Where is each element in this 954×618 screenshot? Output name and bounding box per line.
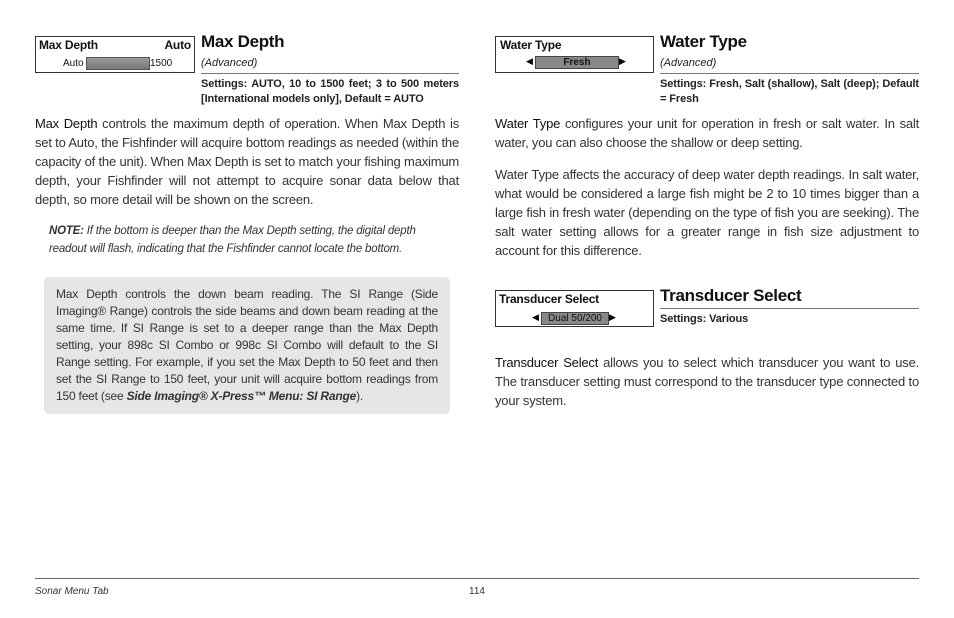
water-type-left-arrow-icon[interactable]: ◀	[526, 56, 533, 66]
water-type-paragraph-1	[495, 114, 919, 152]
water-type-widget-value: Fresh	[563, 57, 591, 68]
footer-section-name: Sonar Menu Tab	[35, 586, 109, 597]
footer-page-number: 114	[469, 586, 485, 597]
max-depth-rule	[201, 73, 459, 74]
max-depth-term: Max Depth	[35, 116, 98, 131]
water-type-subtitle: (Advanced)	[660, 57, 717, 69]
transducer-select-settings: Settings: Various	[660, 313, 749, 325]
max-depth-title: Max Depth	[201, 32, 285, 51]
water-type-paragraph-2: Water Type affects the accuracy of deep water depth readings. In salt water, what would be considered a large fish might be 2 to 10 times bigger than a large fish in fresh water (depending on the type of fish you are seeking). The salt water setting allows for a greater range in fish size adjustment to account for this difference.	[495, 167, 919, 258]
water-type-term: Water Type	[495, 116, 561, 131]
si-range-info-text-1: Max Depth controls the down beam reading. The SI Range (Side Imaging® Range) controls the side beams and down beam reading at the same time. If SI Range is set to a deeper range than the Max Depth setting, your 898c SI Combo or 998c SI Combo will default to the SI Range setting. For example, if you set the Max Depth to 50 feet and then set the SI Range to 150 feet, your unit will acquire bottom readings from 150 feet (see	[56, 287, 438, 403]
max-depth-paragraph	[35, 114, 459, 209]
max-depth-note	[49, 222, 449, 258]
transducer-select-paragraph-text: allows you to select which transducer you want to use. The transducer setting must correspond to the transducer type connected to your system.	[495, 355, 920, 408]
water-type-settings: Settings: Fresh, Salt (shallow), Salt (deep); Default = Fresh	[660, 78, 919, 105]
transducer-select-term: Transducer Select	[495, 355, 599, 370]
transducer-select-title: Transducer Select	[660, 286, 802, 305]
max-depth-subtitle: (Advanced)	[201, 57, 258, 69]
max-depth-bar-left-label: Auto	[63, 58, 84, 69]
transducer-select-menu-widget[interactable]	[495, 290, 654, 327]
transducer-select-widget-value: Dual 50/200	[548, 313, 602, 324]
water-type-menu-widget[interactable]	[495, 36, 654, 73]
si-range-info-text	[56, 286, 438, 405]
water-type-rule	[660, 73, 919, 74]
max-depth-settings: Settings: AUTO, 10 to 1500 feet; 3 to 500 meters [International models only], Default = AUTO	[201, 78, 459, 105]
transducer-right-arrow-icon[interactable]: ▶	[609, 312, 616, 322]
max-depth-bar-right-label: 1500	[150, 58, 173, 69]
si-range-reference-link[interactable]: Side Imaging® X-Press™ Menu: SI Range	[126, 389, 357, 403]
max-depth-widget-title: Max Depth	[39, 38, 98, 52]
water-type-widget-title: Water Type	[500, 38, 562, 52]
water-type-value-box[interactable]	[535, 56, 619, 69]
note-label: NOTE:	[49, 225, 84, 237]
si-range-info-text-2: ).	[356, 389, 364, 403]
transducer-value-box[interactable]	[541, 312, 609, 325]
max-depth-widget-value: Auto	[164, 38, 191, 52]
transducer-select-rule	[660, 308, 919, 309]
transducer-select-paragraph	[495, 353, 919, 410]
transducer-left-arrow-icon[interactable]: ◀	[532, 312, 539, 322]
footer-rule	[35, 578, 919, 579]
water-type-paragraph-1-text: configures your unit for operation in fresh or salt water. In salt water, you can also choose the shallow or deep setting.	[495, 116, 920, 150]
max-depth-paragraph-text: controls the maximum depth of operation. When Max Depth is set to Auto, the Fishfinder will acquire bottom readings as needed (within the capacity of the unit). When Max Depth is set to match your fishing maximum depth, your Fishfinder will not attempt to acquire sonar data below that depth, so more detail will be shown on the screen.	[35, 116, 459, 207]
water-type-right-arrow-icon[interactable]: ▶	[619, 56, 626, 66]
note-text: If the bottom is deeper than the Max Depth setting, the digital depth readout will flash, indicating that the Fishfinder cannot locate the bottom.	[49, 225, 416, 255]
transducer-select-widget-title: Transducer Select	[499, 292, 599, 306]
max-depth-menu-widget[interactable]	[35, 36, 195, 73]
max-depth-slider-bar[interactable]	[86, 57, 150, 70]
water-type-title: Water Type	[660, 32, 747, 51]
